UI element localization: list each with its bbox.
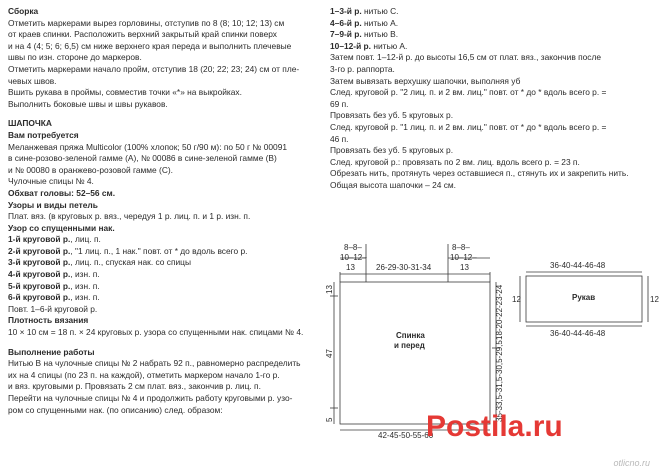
row-label: 4-й круговой р.	[8, 269, 71, 280]
top-left-label: 8–8–	[344, 243, 362, 252]
color-row	[330, 41, 648, 53]
work-line: их на 4 спицы (по 23 п. на каждой), отметить маркером начало 1-го р.	[8, 369, 280, 380]
assembly-line: Выполнить боковые швы и швы рукавов.	[8, 98, 168, 109]
left-top-label: 13	[325, 285, 334, 294]
bottom-label: 42-45-50-55-60	[378, 431, 434, 440]
materials-line: Меланжевая пряжа Multicolor (100% хлопок; 50 г/90 м): по 50 г № 00091	[8, 141, 288, 152]
row-label: 1-й круговой р.	[8, 234, 71, 245]
body-label: и перед	[394, 341, 425, 350]
instruction-line: 46 п.	[330, 133, 349, 144]
instruction-line: Обрезать нить, протянуть через оставшиеся п., стянуть их и закрепить нить.	[330, 168, 629, 179]
materials-line: Чулочные спицы № 4.	[8, 176, 94, 187]
dropped-row	[8, 246, 320, 258]
sleeve-top-label: 36-40-44-46-48	[550, 261, 606, 270]
right-lower-label: 35-33,5-31,5-30,5-29,5	[495, 340, 504, 422]
logo-text: Postila.ru	[426, 410, 563, 443]
row-text: нитью A.	[361, 17, 399, 28]
assembly-line: Вшить рукава в проймы, совместив точки «*» на выкройках.	[8, 87, 242, 98]
work-line: Нитью B на чулочные спицы № 2 набрать 92 п., равномерно распределить	[8, 358, 301, 369]
assembly-line: и на 4 (4; 5; 6; 6,5) см ниже верхнего края переда и выполнить плечевые	[8, 40, 292, 51]
color-row	[330, 18, 648, 30]
row-label: 3-й круговой р.	[8, 257, 71, 268]
top-right-label: 13	[460, 263, 469, 272]
postila-logo[interactable]	[418, 402, 656, 450]
assembly-line: от краев спинки. Расположить верхний закрытый край спинки поверх	[8, 29, 277, 40]
assembly-title: Сборка	[8, 6, 39, 16]
row-label: 6-й круговой р.	[8, 292, 71, 303]
color-row	[330, 29, 648, 41]
row-text: , изн. п.	[70, 269, 100, 280]
row-label: 4–6-й р.	[330, 17, 362, 28]
row-label: 7–9-й р.	[330, 29, 362, 40]
instruction-line: Провязать без уб. 5 круговых р.	[330, 145, 454, 156]
materials-title: Вам потребуется	[8, 129, 79, 140]
sleeve-bottom-label: 36-40-44-46-48	[550, 329, 606, 338]
instruction-line: 69 п.	[330, 98, 349, 109]
row-text: нитью C.	[361, 6, 399, 16]
instruction-line: Затем вывязать верхушку шапочки, выполняя уб	[330, 75, 521, 86]
row-text: , изн. п.	[70, 292, 100, 303]
assembly-line: Отметить маркерами вырез горловины, отступив по 8 (8; 10; 12; 13) см	[8, 17, 285, 28]
row-text: нитью A.	[371, 40, 408, 51]
dropped-row	[8, 281, 320, 293]
assembly-line: Отметить маркерами начало пройм, отступив 18 (20; 22; 23; 24) см от пле-	[8, 63, 300, 74]
instruction-line: След. круговой р. "1 лиц. п. и 2 вм. лиц." повт. от * до * вдоль всего р. =	[330, 121, 607, 132]
top-right-label: 10–12–	[450, 253, 477, 262]
instruction-line: Провязать без уб. 5 круговых р.	[330, 110, 454, 121]
row-label: 1–3-й р.	[330, 6, 362, 16]
instruction-line: След. круговой р.: провязать по 2 вм. лиц. вдоль всего р. = 23 п.	[330, 156, 580, 167]
density-line: 10 × 10 см = 18 п. × 24 круговых р. узора со спущенными нак. спицами № 4.	[8, 327, 304, 338]
row-label: 2-й круговой р.	[8, 245, 71, 256]
row-label: 5-й круговой р.	[8, 280, 71, 291]
density-title: Плотность вязания	[8, 315, 89, 326]
body-label: Спинка	[396, 331, 425, 340]
row-text: , изн. п.	[70, 280, 100, 291]
row-label: 10–12-й р.	[330, 40, 371, 51]
row-text: , "1 лиц. п., 1 нак." повт. от * до вдоль всего р.	[70, 245, 248, 256]
sleeve-label: Рукав	[572, 293, 596, 302]
instruction-line: След. круговой р. "2 лиц. п. и 2 вм. лиц." повт. от * до * вдоль всего р. =	[330, 87, 607, 98]
head-size: Обхват головы: 52–56 см.	[8, 187, 116, 198]
top-right-label: 8–8–	[452, 243, 470, 252]
assembly-line: чевых швов.	[8, 75, 57, 86]
top-left-label: 13	[346, 263, 355, 272]
work-title: Выполнение работы	[8, 346, 95, 357]
assembly-line: швы по изн. стороне до маркеров.	[8, 52, 142, 63]
dropped-row	[8, 269, 320, 281]
instruction-line: Затем повт. 1–12-й р. до высоты 16,5 см от плат. вяз., закончив после	[330, 52, 602, 63]
row-text: , лиц. п.	[70, 234, 101, 245]
hat-title: ШАПОЧКА	[8, 118, 52, 129]
materials-line: и № 00080 в оранжево-розовой гамме (C).	[8, 164, 173, 175]
row-text: нитью B.	[361, 29, 399, 40]
watermark: otlicno.ru	[613, 458, 650, 468]
left-column	[8, 6, 320, 416]
dropped-title: Узор со спущенными нак.	[8, 222, 115, 233]
patterns-title: Узоры и виды петель	[8, 199, 98, 210]
instruction-line: 3-го р. раппорта.	[330, 63, 395, 74]
right-column	[330, 6, 648, 192]
work-line: Перейти на чулочные спицы № 4 и продолжить работу круговыми р. узо-	[8, 393, 293, 403]
dropped-row	[8, 234, 320, 246]
work-line: и вяз. круговыми р. Провязать 2 см плат. вяз., закончив р. лиц. п.	[8, 381, 261, 392]
patterns-line: Плат. вяз. (в круговых р. вяз., чередуя 1 р. лиц. п. и 1 р. изн. п.	[8, 211, 251, 222]
dropped-row	[8, 292, 320, 304]
materials-line: в сине-розово-зеленой гамме (A), № 00086 в сине-зеленой гамме (B)	[8, 153, 277, 164]
right-upper-label: 18-20-22-23-24	[495, 284, 504, 340]
top-left-label: 10–12–	[340, 253, 367, 262]
sleeve-right-label: 12	[650, 295, 659, 304]
sleeve-left-label: 12	[512, 295, 521, 304]
row-text: , лиц. п., спуская нак. со спицы	[70, 257, 191, 268]
left-bottom-label: 5	[325, 417, 334, 422]
left-mid-label: 47	[325, 349, 334, 358]
dropped-row	[8, 304, 320, 316]
work-line: ром со спущенными нак. (по описанию) след. образом:	[8, 404, 223, 415]
instruction-line: Общая высота шапочки – 24 см.	[330, 179, 456, 190]
top-mid-label: 26-29-30-31-34	[376, 263, 432, 272]
dropped-row	[8, 257, 320, 269]
row-text: Повт. 1–6-й круговой р.	[8, 303, 98, 314]
color-row	[330, 6, 648, 18]
